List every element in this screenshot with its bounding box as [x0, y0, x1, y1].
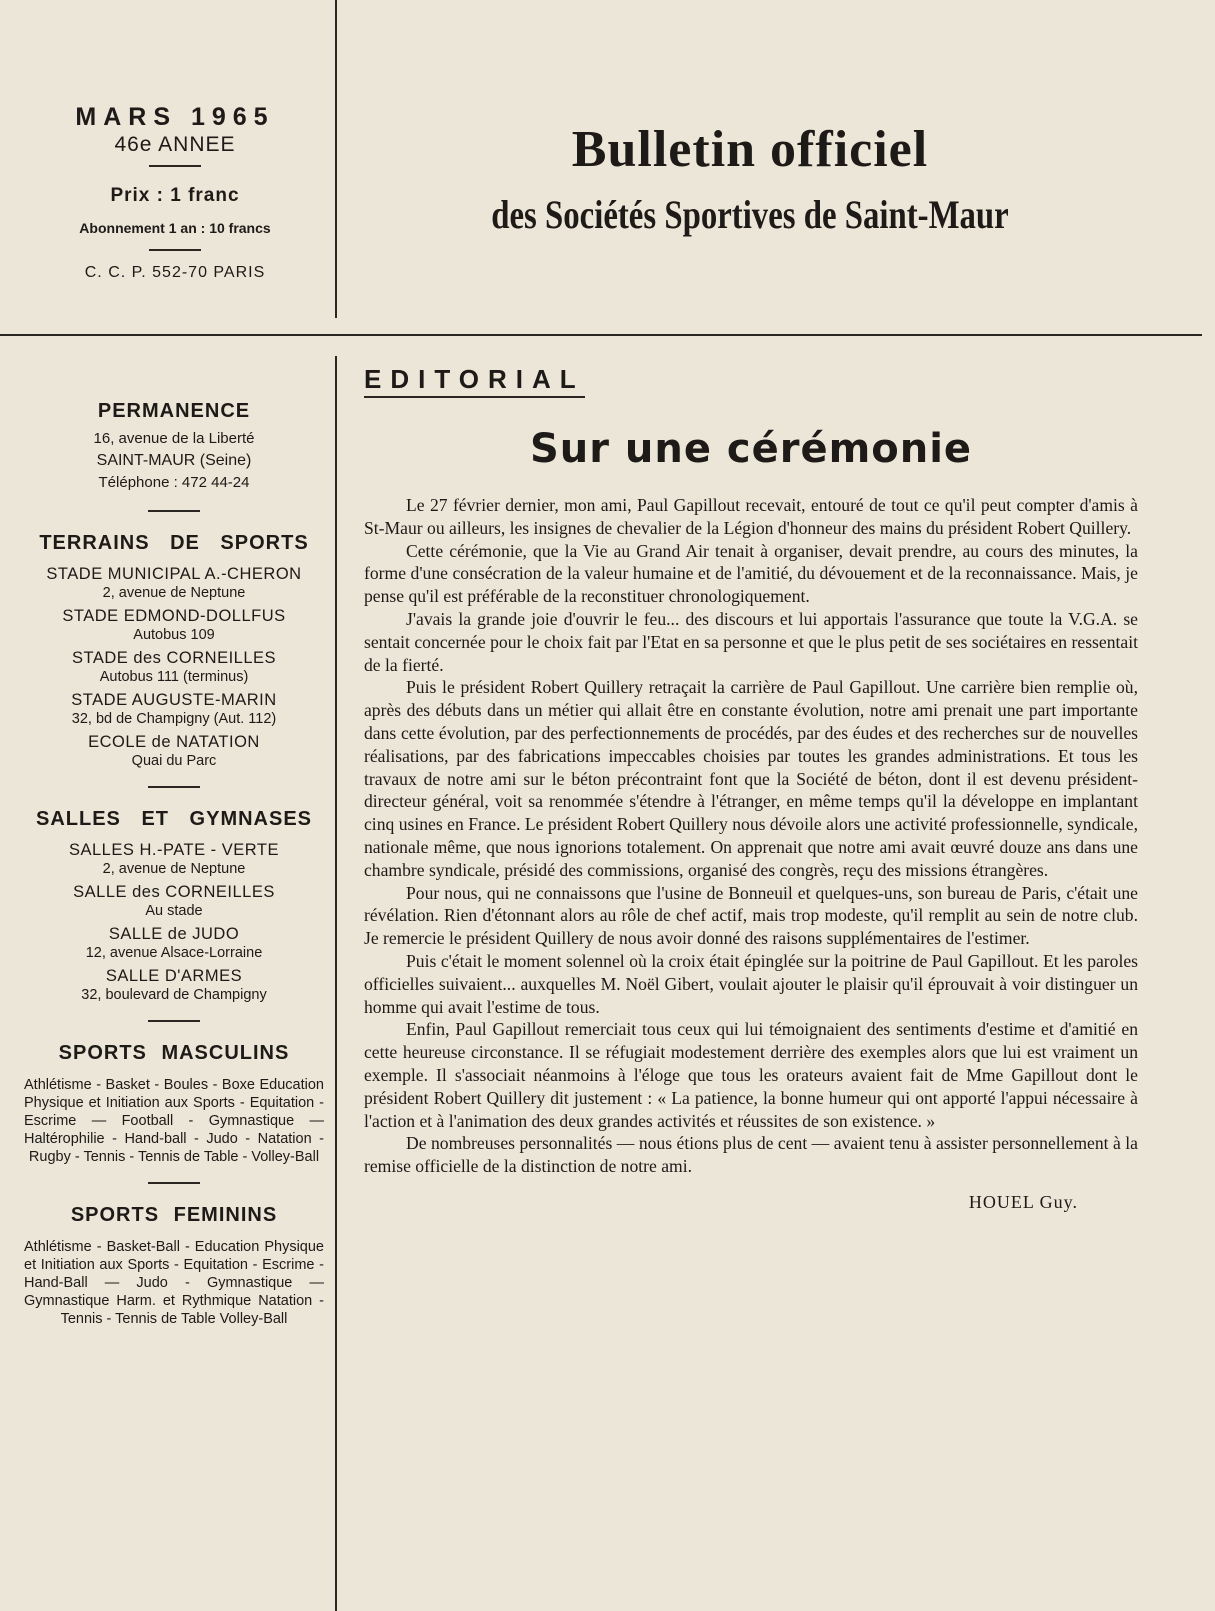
list-item-name: SALLE D'ARMES: [105, 967, 243, 985]
masthead: [340, 120, 1160, 240]
separator: [148, 1182, 200, 1184]
paragraph: De nombreuses personnalités — nous étions plus de cent — avaient tenu à assister personnellement à la remise officielle de la distinction de notre ami.: [364, 1133, 1138, 1177]
sports-masculins-heading: SPORTS MASCULINS: [58, 1042, 290, 1064]
permanence-city: SAINT-MAUR (Seine): [96, 452, 252, 469]
permanence-address: 16, avenue de la Liberté: [93, 430, 255, 447]
sports-feminins-section: [24, 1202, 324, 1328]
permanence-phone: Téléphone : 472 44-24: [98, 474, 250, 491]
separator: [148, 1020, 200, 1022]
paragraph: Pour nous, qui ne connaissons que l'usine de Bonneuil et quelques-uns, son bureau de Paris, c'était une révélation. Rien d'étonnant alors au rôle de chef actif, mais trop modeste, qu'il remplit au sein de notre club. Je remercie le président Quillery de nous avoir donné des raisons supplémentaires de l'estimer.: [364, 882, 1138, 949]
separator: [148, 510, 200, 512]
issue-info: [30, 103, 320, 283]
list-item-address: Au stade: [145, 903, 203, 919]
sports-feminins-list: Athlétisme - Basket-Ball - Education Physique et Initiation aux Sports - Equitation - Escrime - Hand-Ball — Judo - Gymnastique — Gymnastique Harm. et Rythmique Natation - Tennis - Tennis de Table Volley-Ball: [24, 1239, 324, 1327]
sports-masculins-list: Athlétisme - Basket - Boules - Boxe Education Physique et Initiation aux Sports - Equitation - Escrime — Football - Gymnastique — Haltérophilie - Hand-ball - Judo - Natation - Rugby - Tennis - Tennis de Table - Volley-Ball: [24, 1077, 324, 1165]
editorial-title: Sur une cérémonie: [529, 426, 973, 472]
list-item-name: ECOLE de NATATION: [88, 733, 260, 751]
list-item-address: 32, bd de Champigny (Aut. 112): [71, 711, 277, 727]
price: Prix : 1 franc: [110, 185, 240, 206]
sidebar: [24, 398, 324, 1328]
list-item-name: SALLE de JUDO: [108, 925, 240, 943]
list-item-address: 2, avenue de Neptune: [102, 861, 246, 877]
signature: HOUEL Guy.: [968, 1191, 1078, 1212]
paragraph: Puis c'était le moment solennel où la croix était épinglée sur la poitrine de Paul Gapillout. Et les paroles officielles suivaient... auxquelles M. Noël Gibert, voulait ajouter le plaisir qu'il éprouvait à voir distinguer un homme qui avait l'estime de tous.: [364, 950, 1138, 1017]
editorial: [364, 364, 1138, 1213]
bulletin-subtitle: des Sociétés Sportives de Saint-Maur: [491, 192, 1009, 237]
paragraph: Enfin, Paul Gapillout remerciait tous ceux qui lui témoignaient des sentiments d'estime et d'amitié en cette heureuse circonstance. Il se réfugiait modestement derrière des exemples alors que lui est vraiment un exemple. Il s'associait néanmoins à l'éloge que tous les orateurs avaient fait de Mme Gapillout dont le président Robert Quillery dit justement : « La patience, la bonne humeur qui ont apporté l'appui nécessaire à l'action et à l'animation des deux grandes activités et réussites de son existence. »: [364, 1019, 1138, 1131]
list-item-name: STADE des CORNEILLES: [71, 649, 277, 667]
list-item-name: STADE AUGUSTE-MARIN: [71, 691, 277, 709]
sports-masculins-section: [24, 1040, 324, 1166]
list-item-address: 2, avenue de Neptune: [102, 585, 246, 601]
list-item-name: STADE MUNICIPAL A.-CHERON: [46, 565, 302, 583]
separator: [148, 786, 200, 788]
paragraph: Cette cérémonie, que la Vie au Grand Air tenait à organiser, devait prendre, au cours des minutes, la forme d'une consécration de la valeur humaine et de l'amitié, du dévouement et de la reconnaissance. Mais, je pense qu'il est préférable de la reconstituer chronologiquement.: [364, 540, 1138, 607]
header-divider: [0, 334, 1202, 336]
terrains-heading: TERRAINS DE SPORTS: [39, 532, 309, 554]
paragraph: Le 27 février dernier, mon ami, Paul Gapillout recevait, entouré de tout ce qu'il peut compter d'amis à St-Maur ou ailleurs, les insignes de chevalier de la Légion d'honneur des mains du président Robert Quillery.: [364, 495, 1138, 538]
list-item-address: Autobus 111 (terminus): [99, 669, 249, 685]
issue-date: MARS 1965: [75, 103, 275, 131]
list-item-name: SALLES H.-PATE - VERTE: [69, 841, 279, 859]
separator: [149, 249, 201, 251]
column-divider: [335, 356, 337, 1611]
sports-feminins-heading: SPORTS FEMININS: [70, 1204, 278, 1226]
salles-section: [24, 806, 324, 1004]
paragraph: Puis le président Robert Quillery retraçait la carrière de Paul Gapillout. Une carrière bien remplie où, après des débuts dans un métier qui allait être en constante évolution, notre ami prenait une part importante dans cette évolution, par des perfectionnements de procédés, par des éudes et des recherches sur de nouvelles réalisations, par des fabrications impeccables choisies par toutes les grandes administrations. Et tous les travaux de notre ami sur le béton précontraint font que la Société de béton, dont il est devenu président-directeur général, voit sa renommée s'étendre à l'étranger, en même temps qu'il la développe en implantant cinq usines en France. Le président Robert Quillery nous dévoile alors une activité professionnelle, syndicale, nationale même, que nous ignorions totalement. On apprenait que notre ami avait œuvré douze ans dans une chambre syndicale, présidé des commissions, organisé des congrès, reçu des missions étrangères.: [364, 677, 1138, 880]
column-divider-top: [335, 0, 337, 318]
bulletin-title: Bulletin officiel: [571, 121, 929, 178]
list-item-address: 12, avenue Alsace-Lorraine: [85, 945, 263, 961]
terrains-section: [24, 530, 324, 770]
separator: [149, 165, 201, 167]
editorial-body: [364, 494, 1138, 1178]
salles-heading: SALLES ET GYMNASES: [35, 808, 313, 830]
list-item-address: 32, boulevard de Champigny: [81, 987, 267, 1003]
list-item-address: Quai du Parc: [131, 753, 217, 769]
list-item-name: SALLE des CORNEILLES: [73, 883, 275, 901]
permanence-section: [24, 398, 324, 494]
ccp-account: C. C. P. 552-70 PARIS: [84, 264, 266, 281]
subscription: Abonnement 1 an : 10 francs: [79, 220, 271, 236]
issue-year: 46e ANNEE: [114, 133, 236, 156]
permanence-heading: PERMANENCE: [97, 400, 251, 422]
list-item-address: Autobus 109: [133, 627, 215, 643]
editorial-label: EDITORIAL: [364, 364, 585, 398]
paragraph: J'avais la grande joie d'ouvrir le feu... des discours et lui apportais l'assurance que toute la V.G.A. se sentait concernée pour le choix fait par l'Etat en sa personne et que le plus petit de ses sociétaires en ressentait de la fierté.: [364, 608, 1138, 675]
list-item-name: STADE EDMOND-DOLLFUS: [62, 607, 286, 625]
